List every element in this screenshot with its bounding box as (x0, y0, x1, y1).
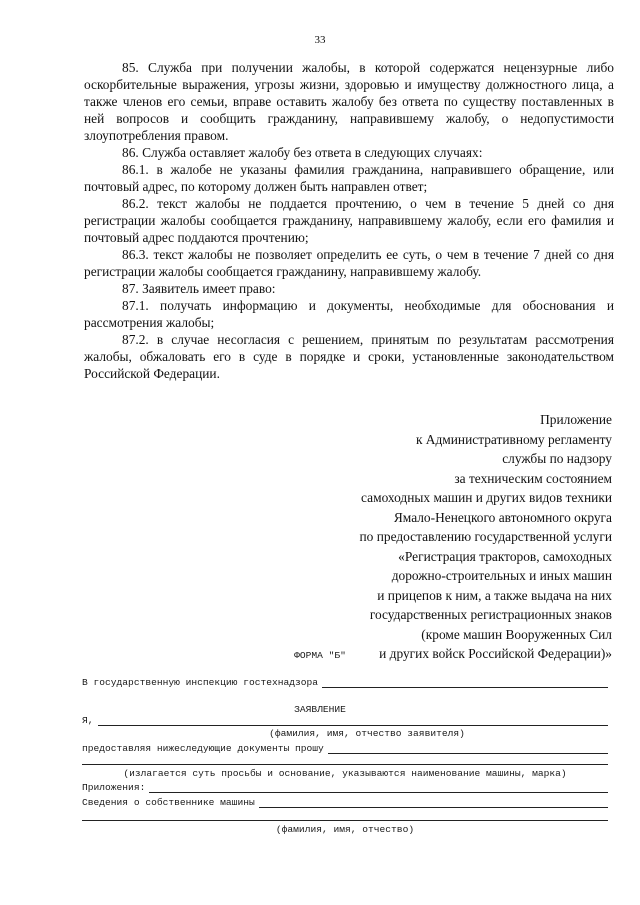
inspection-label: В государственную инспекцию гостехнадзора (82, 677, 319, 688)
request-caption: (излагается суть просьбы и основание, указываются наименование машины, марка) (123, 768, 567, 779)
documents-field-line[interactable] (328, 742, 608, 754)
applicant-label: Я, (82, 715, 94, 726)
request-field-line[interactable] (82, 764, 608, 765)
form-title: ФОРМА "Б" (294, 650, 346, 661)
page-number: 33 (314, 34, 326, 46)
owner-label: Сведения о собственнике машины (82, 797, 255, 808)
appendix-block (252, 410, 612, 664)
documents-label: предоставляя нижеследующие документы прошу (82, 743, 324, 754)
paragraph-87-2: 87.2. в случае несогласия с решением, принятым по результатам рассмотрения жалобы, обжаловать его в суде в порядке и сроки, установленные законодательством Российской Федерации. (84, 332, 614, 381)
appendix-line: к Административному регламенту (415, 431, 612, 447)
documents-row (82, 740, 608, 754)
attachments-field-line[interactable] (149, 781, 608, 793)
paragraph-86-1: 86.1. в жалобе не указаны фамилия гражданина, направившего обращение, или почтовый адрес, по которому должен быть направлен ответ; (84, 162, 614, 194)
appendix-line: и других войск Российской Федерации)» (379, 646, 612, 661)
paragraph-85: 85. Служба при получении жалобы, в которой содержатся нецензурные либо оскорбительные выражения, угрозы жизни, здоровью и имуществу должностного лица, а также членов его семьи, вправе оставить жалобу без ответа по существу поставленных в ней вопросов и сообщить гражданину, направившему жалобу, о недопустимости злоупотребления правом. (84, 60, 614, 143)
paragraph-86-2: 86.2. текст жалобы не поддается прочтению, о чем в течение 5 дней со дня регистрации жалобы сообщается гражданину, направившему жалобу, если его фамилия и почтовый адрес поддаются прочтению; (84, 196, 614, 245)
appendix-line: Приложение (540, 412, 612, 427)
appendix-line: дорожно-строительных и иных машин (391, 568, 612, 583)
appendix-line: (кроме машин Вооруженных Сил (421, 626, 612, 642)
appendix-line: Ямало-Ненецкого автономного округа (393, 509, 612, 525)
appendix-line: за техническим состоянием (454, 470, 612, 486)
appendix-line: по предоставлению государственной услуги (359, 529, 612, 544)
owner-row (82, 794, 608, 808)
appendix-line: государственных регистрационных знаков (369, 607, 612, 622)
appendix-line: службы по надзору (502, 451, 612, 466)
applicant-caption: (фамилия, имя, отчество заявителя) (269, 728, 465, 739)
inspection-row (82, 674, 608, 688)
inspection-field-line[interactable] (322, 676, 608, 688)
paragraph-86: 86. Служба оставляет жалобу без ответа в следующих случаях: (122, 145, 483, 160)
attachments-row (82, 779, 608, 793)
appendix-line: и прицепов к ним, а также выдача на них (377, 587, 612, 603)
paragraph-86-3: 86.3. текст жалобы не позволяет определить ее суть, о чем в течение 7 дней со дня регистрации жалобы сообщается гражданину, направившему жалобу. (84, 247, 614, 279)
owner-caption: (фамилия, имя, отчество) (275, 824, 415, 835)
appendix-line: самоходных машин и других видов техники (361, 490, 612, 505)
attachments-label: Приложения: (82, 782, 146, 793)
form-heading: ЗАЯВЛЕНИЕ (294, 704, 346, 715)
applicant-field-line[interactable] (98, 714, 608, 726)
owner-name-field-line[interactable] (82, 820, 608, 821)
regulation-text (84, 59, 614, 382)
applicant-row (82, 712, 608, 726)
appendix-line: «Регистрация тракторов, самоходных (398, 548, 612, 564)
paragraph-87: 87. Заявитель имеет право: (122, 281, 276, 296)
paragraph-87-1: 87.1. получать информацию и документы, необходимые для обоснования и рассмотрения жалобы; (84, 298, 614, 330)
owner-field-line[interactable] (259, 796, 608, 808)
